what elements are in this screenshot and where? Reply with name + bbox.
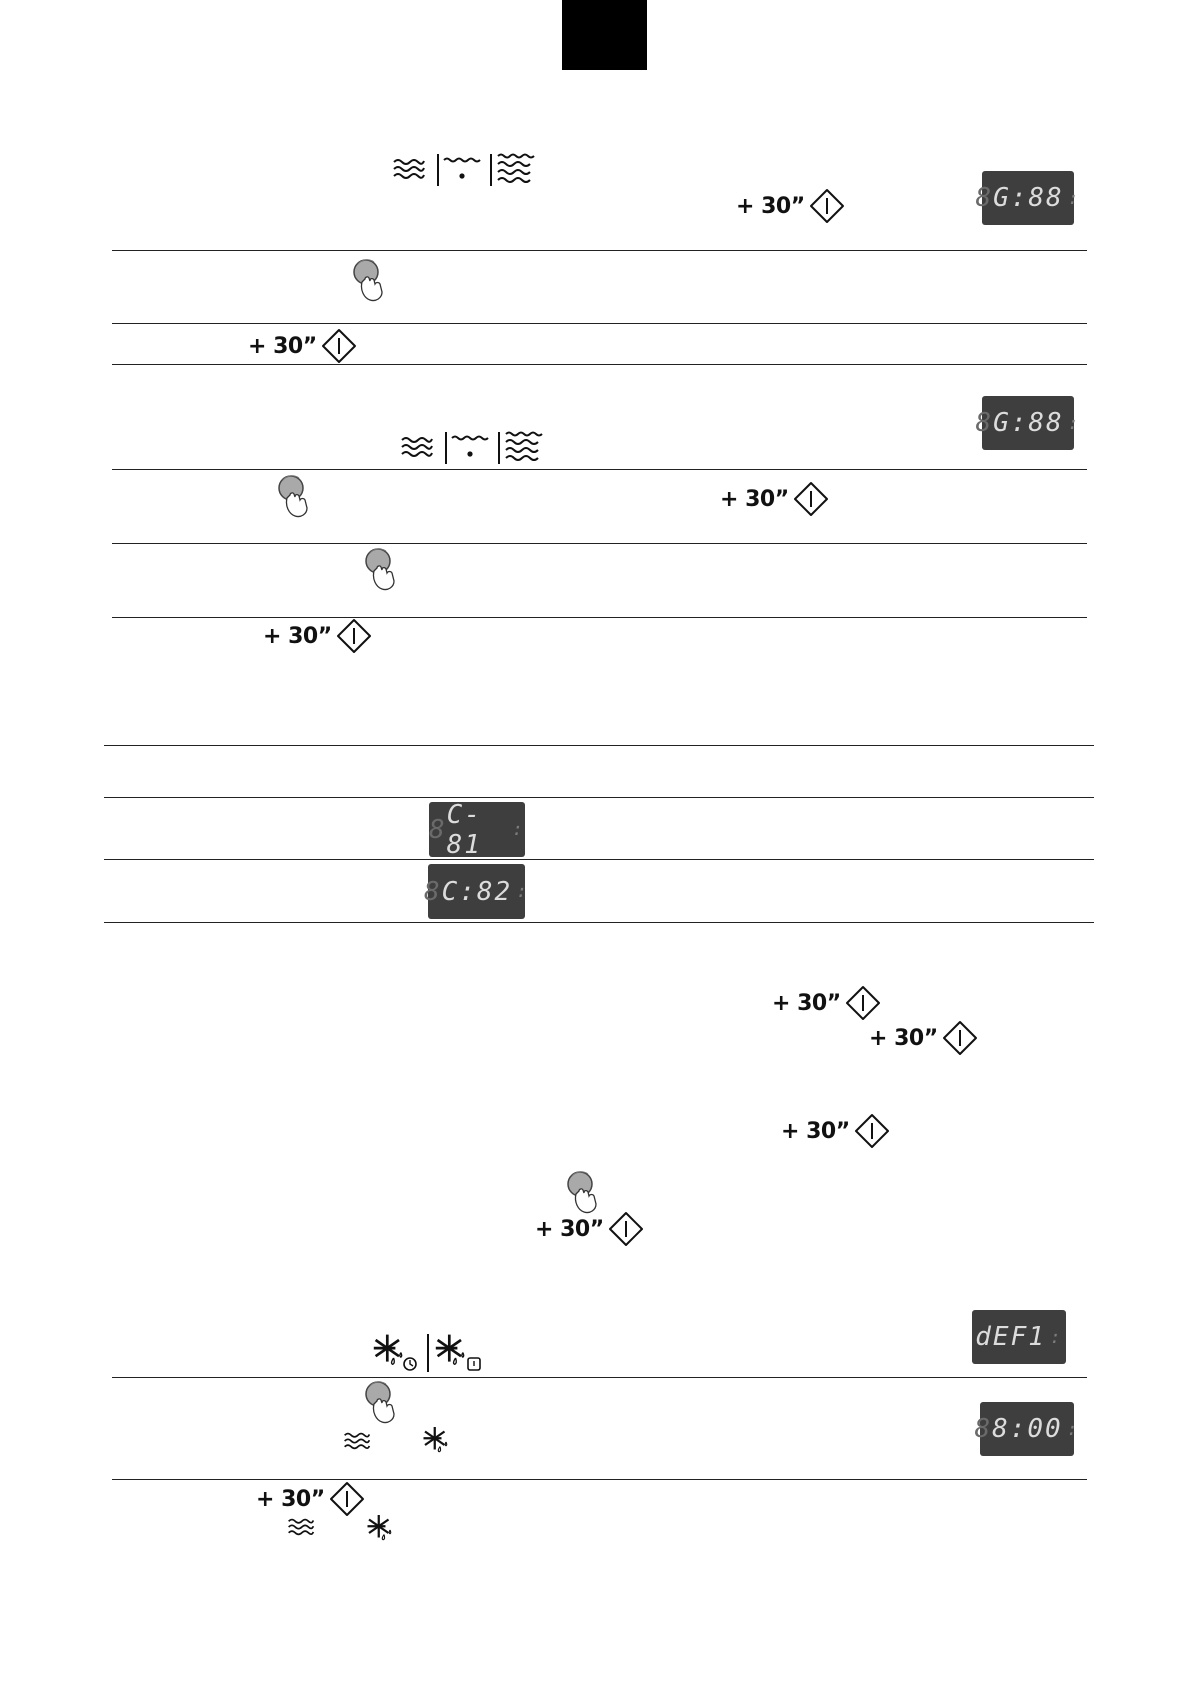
rotary-knob-icon[interactable] <box>350 256 390 304</box>
rotary-knob-icon[interactable] <box>362 545 402 593</box>
display-dim-digit: 8 <box>975 408 994 438</box>
divider <box>112 617 1087 618</box>
display-dim-digit: 8 <box>975 183 994 213</box>
start-diamond-icon <box>854 1113 890 1149</box>
divider <box>112 364 1087 365</box>
quick-start-label: + 30” <box>256 1486 325 1512</box>
quick-start-button[interactable] <box>256 1481 365 1517</box>
display-value: G:88 <box>993 408 1064 438</box>
quick-start-button[interactable] <box>248 328 357 364</box>
quick-start-label: + 30” <box>248 333 317 359</box>
defrost-mode-icons <box>372 1330 490 1379</box>
quick-start-button[interactable] <box>263 618 372 654</box>
display-dim-digit: 8 <box>423 876 442 907</box>
quick-start-button[interactable] <box>772 985 881 1021</box>
display-value: G:88 <box>993 183 1064 213</box>
start-diamond-icon <box>336 618 372 654</box>
display-readout <box>975 396 1081 450</box>
display-colon: : <box>1067 412 1081 434</box>
divider <box>112 250 1087 251</box>
rotary-knob-icon[interactable] <box>564 1168 604 1216</box>
microwave-waves-icon <box>343 1430 371 1452</box>
quick-start-label: + 30” <box>772 990 841 1016</box>
quick-start-button[interactable] <box>736 188 845 224</box>
divider <box>112 469 1087 470</box>
display-value: C-81 <box>446 799 482 860</box>
divider <box>112 323 1087 324</box>
defrost-icon <box>422 1424 452 1454</box>
table-rule <box>104 745 1094 746</box>
start-diamond-icon <box>793 481 829 517</box>
display-value: C:82 <box>441 876 513 907</box>
rotary-knob-icon[interactable] <box>275 472 315 520</box>
rotary-knob-icon[interactable] <box>362 1378 402 1426</box>
display-dim-digit: 8 <box>974 1414 993 1444</box>
start-diamond-icon <box>608 1211 644 1247</box>
display-readout <box>972 1310 1066 1364</box>
divider <box>112 1479 1087 1480</box>
divider <box>112 1377 1087 1378</box>
display-colon: : <box>512 819 525 840</box>
start-diamond-icon <box>845 985 881 1021</box>
display-colon: : <box>1049 1326 1063 1348</box>
table-rule <box>104 859 1094 860</box>
defrost-icon <box>366 1512 396 1542</box>
table-rule <box>104 797 1094 798</box>
display-readout <box>974 1402 1080 1456</box>
quick-start-label: + 30” <box>781 1118 850 1144</box>
display-colon: : <box>1066 1418 1080 1440</box>
table-rule <box>104 922 1094 923</box>
start-diamond-icon <box>321 328 357 364</box>
display-readout <box>429 799 525 860</box>
start-diamond-icon <box>942 1020 978 1056</box>
quick-start-label: + 30” <box>535 1216 604 1242</box>
page-tab-marker <box>562 0 647 70</box>
grill-mode-icons <box>392 150 542 195</box>
quick-start-button[interactable] <box>720 481 829 517</box>
display-dim-digit: 8 <box>429 814 447 845</box>
display-readout <box>975 171 1081 225</box>
display-colon: : <box>516 881 530 902</box>
start-diamond-icon <box>809 188 845 224</box>
quick-start-button[interactable] <box>869 1020 978 1056</box>
quick-start-button[interactable] <box>781 1113 890 1149</box>
quick-start-button[interactable] <box>535 1211 644 1247</box>
display-readout <box>423 864 530 919</box>
display-value: 8:00 <box>992 1414 1063 1444</box>
display-value: dEF1 <box>975 1322 1046 1352</box>
microwave-waves-icon <box>287 1516 315 1538</box>
display-colon: : <box>1067 187 1081 209</box>
divider <box>112 543 1087 544</box>
start-diamond-icon <box>329 1481 365 1517</box>
quick-start-label: + 30” <box>736 193 805 219</box>
quick-start-label: + 30” <box>720 486 789 512</box>
grill-mode-icons <box>400 428 550 473</box>
quick-start-label: + 30” <box>869 1025 938 1051</box>
quick-start-label: + 30” <box>263 623 332 649</box>
